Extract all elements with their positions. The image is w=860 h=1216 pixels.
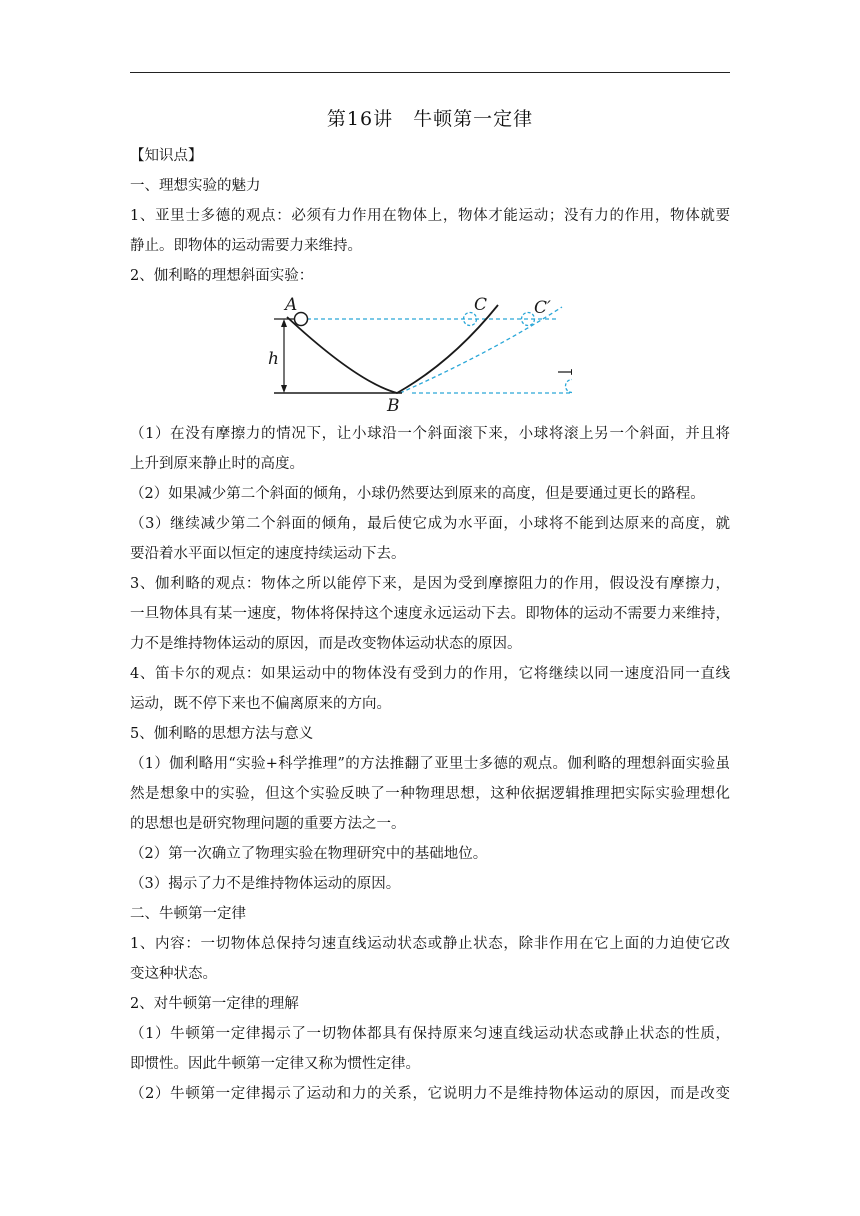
height-arrow-top-head <box>281 319 287 327</box>
paragraph-line: 3、伽利略的观点：物体之所以能停下来，是因为受到摩擦阻力的作用，假设没有摩擦力， <box>130 576 730 592</box>
section-heading: 二、牛顿第一定律 <box>130 906 246 922</box>
ball-position-horizontal <box>566 380 573 393</box>
paragraph-line: 4、笛卡尔的观点：如果运动中的物体没有受到力的作用，它将继续以同一速度沿同一直线 <box>130 666 730 682</box>
paragraph-line: （2）如果减少第二个斜面的倾角，小球仍然要达到原来的高度，但是要通过更长的路程。 <box>130 486 705 502</box>
paragraph-line: （2）牛顿第一定律揭示了运动和力的关系，它说明力不是维持物体运动的原因，而是改变 <box>130 1086 730 1102</box>
paragraph-line: 即惯性。因此牛顿第一定律又称为惯性定律。 <box>130 1056 420 1072</box>
label-h: h <box>268 349 279 369</box>
paragraph-line: 运动，既不停下来也不偏离原来的方向。 <box>130 696 391 712</box>
label-c-prime: C′ <box>534 298 551 318</box>
section-subheading: 2、对牛顿第一定律的理解 <box>130 996 299 1012</box>
inclined-plane-figure <box>262 292 572 414</box>
paragraph-line: 静止。即物体的运动需要力来维持。 <box>130 238 362 254</box>
paragraph-line: 然是想象中的实验，但这个实验反映了一种物理思想，这种依据逻辑推理把实际实验理想化 <box>130 786 730 802</box>
paragraph-line: 上升到原来静止时的高度。 <box>130 456 304 472</box>
paragraph-line: 1、亚里士多德的观点：必须有力作用在物体上，物体才能运动；没有力的作用，物体就要 <box>130 208 730 224</box>
paragraph-line: （1）牛顿第一定律揭示了一切物体都具有保持原来匀速直线运动状态或静止状态的性质， <box>130 1026 730 1042</box>
paragraph-line: （1）在没有摩擦力的情况下，让小球沿一个斜面滚下来，小球将滚上另一个斜面，并且将 <box>130 426 730 442</box>
header-rule <box>130 72 730 73</box>
section-heading: 一、理想实验的魅力 <box>130 178 261 194</box>
page-title: 第16讲 牛顿第一定律 <box>326 108 534 130</box>
track-curve <box>287 305 498 393</box>
paragraph-line: 1、内容：一切物体总保持匀速直线运动状态或静止状态，除非作用在它上面的力迫使它改 <box>130 936 730 952</box>
paragraph-line: （3）揭示了力不是维持物体运动的原因。 <box>130 876 401 892</box>
paragraph-line: 的思想也是研究物理问题的重要方法之一。 <box>130 816 406 832</box>
section-tag: 【知识点】 <box>130 148 203 164</box>
shallow-incline-dashed-line <box>400 307 562 393</box>
height-arrow-bottom-head <box>281 385 287 393</box>
paragraph-line: （3）继续减少第二个斜面的倾角，最后使它成为水平面，小球将不能到达原来的高度，就 <box>130 516 730 532</box>
label-b: B <box>387 396 400 414</box>
label-a: A <box>285 295 298 315</box>
section-subheading: 5、伽利略的思想方法与意义 <box>130 726 314 742</box>
paragraph-line: 一旦物体具有某一速度，物体将保持这个速度永远运动下去。即物体的运动不需要力来维持， <box>130 606 730 622</box>
motion-arrow-head <box>571 369 572 375</box>
paragraph-line: 力不是维持物体运动的原因，而是改变物体运动状态的原因。 <box>130 636 522 652</box>
paragraph-line: 变这种状态。 <box>130 966 217 982</box>
paragraph-line: （1）伽利略用“实验+科学推理”的方法推翻了亚里士多德的观点。伽利略的理想斜面实验虽 <box>130 756 730 772</box>
paragraph-line: 要沿着水平面以恒定的速度持续运动下去。 <box>130 546 406 562</box>
label-c: C <box>474 295 488 315</box>
paragraph-line: 2、伽利略的理想斜面实验： <box>130 268 314 284</box>
paragraph-line: （2）第一次确立了物理实验在物理研究中的基础地位。 <box>130 846 488 862</box>
